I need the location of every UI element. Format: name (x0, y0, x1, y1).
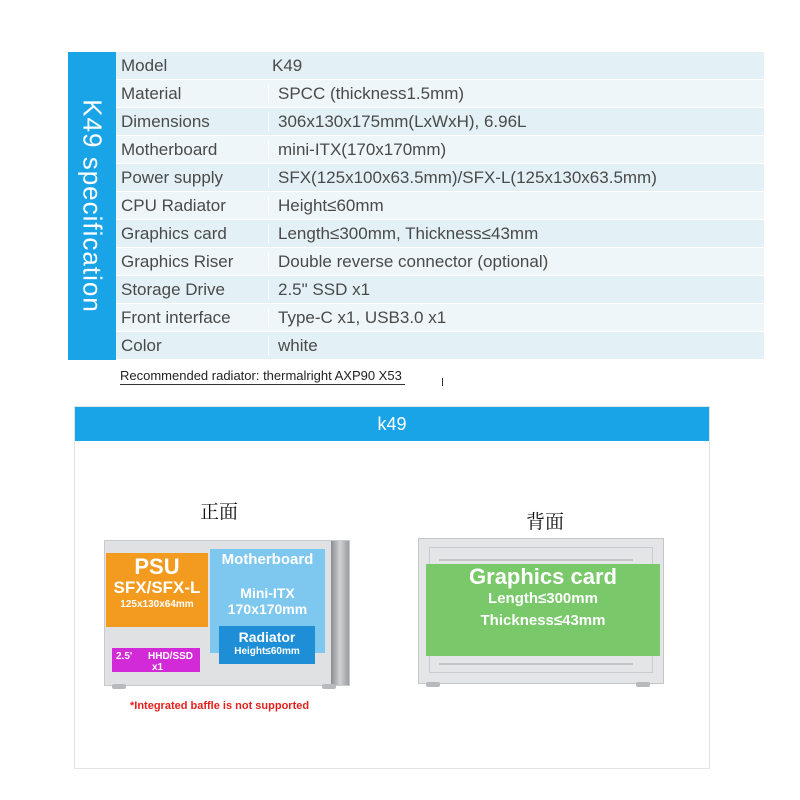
radiator-title: Radiator (238, 629, 296, 645)
spec-key: Power supply (121, 168, 224, 187)
gpu-title: Graphics card (469, 564, 617, 589)
spec-row-motherboard (116, 136, 764, 164)
spec-key: Model (121, 56, 168, 75)
gpu-length: Length≤300mm (488, 590, 598, 607)
spec-divider (268, 252, 269, 271)
front-panel-rail (331, 541, 349, 685)
spec-divider (268, 140, 269, 159)
chassis-foot (322, 684, 336, 689)
panel-title-bar (75, 407, 709, 441)
front-view-label: 正面 (200, 502, 239, 523)
note-underline-tick (442, 378, 443, 386)
spec-value: 306x130x175mm(LxWxH), 6.96L (278, 112, 527, 131)
spec-value: 2.5" SSD x1 (278, 280, 371, 299)
spec-side-banner (68, 52, 116, 360)
spec-key: Material (121, 84, 182, 103)
spec-value: Type-C x1, USB3.0 x1 (278, 308, 447, 327)
spec-divider (268, 224, 269, 243)
spec-key: Dimensions (121, 112, 210, 131)
spec-value: SPCC (thickness1.5mm) (278, 84, 465, 103)
gpu-thickness: Thickness≤43mm (480, 612, 606, 629)
psu-type: SFX/SFX-L (113, 578, 201, 597)
panel-title: k49 (377, 414, 407, 434)
spec-row-color (116, 332, 764, 360)
psu-size: 125x130x64mm (120, 599, 194, 610)
spec-divider (268, 336, 269, 355)
chassis-slot (439, 663, 633, 665)
spec-value: SFX(125x100x63.5mm)/SFX-L(125x130x63.5mm) (278, 168, 657, 187)
spec-value: Length≤300mm, Thickness≤43mm (278, 224, 539, 243)
spec-divider (268, 308, 269, 327)
spec-divider (268, 168, 269, 187)
spec-row-material (116, 80, 764, 108)
spec-row-dimensions (116, 108, 764, 136)
spec-value: Double reverse connector (optional) (278, 252, 549, 271)
spec-key: Graphics card (121, 224, 227, 243)
spec-divider (268, 84, 269, 103)
storage-size: 2.5' (116, 651, 133, 662)
radiator-limit: Height≤60mm (234, 646, 300, 657)
back-view-label: 背面 (526, 512, 565, 533)
storage-type: HHD/SSD (148, 651, 194, 662)
spec-row-storage-drive (116, 276, 764, 304)
motherboard-form: Mini-ITX (240, 585, 295, 601)
storage-count: x1 (152, 662, 164, 673)
spec-value: K49 (272, 56, 303, 75)
graphics-card-zone (426, 564, 660, 656)
spec-row-front-interface (116, 304, 764, 332)
spec-value: Height≤60mm (278, 196, 384, 215)
spec-row-graphics-riser (116, 248, 764, 276)
spec-row-model (116, 52, 764, 80)
spec-key: Storage Drive (121, 280, 225, 299)
spec-row-cpu-radiator (116, 192, 764, 220)
baffle-warning: *Integrated baffle is not supported (130, 700, 310, 712)
spec-rows (116, 52, 764, 360)
chassis-foot (112, 684, 126, 689)
spec-key: Motherboard (121, 140, 218, 159)
chassis-foot (426, 682, 440, 687)
spec-divider (268, 112, 269, 131)
spec-key: Graphics Riser (121, 252, 234, 271)
spec-value: mini-ITX(170x170mm) (278, 140, 447, 159)
spec-key: CPU Radiator (121, 196, 226, 215)
psu-zone (106, 553, 208, 627)
storage-zone (112, 648, 200, 672)
spec-row-graphics-card (116, 220, 764, 248)
spec-value: white (278, 336, 318, 355)
spec-side-title: K49 specification (77, 99, 108, 313)
radiator-zone (219, 626, 315, 664)
spec-table (68, 52, 764, 360)
spec-divider (268, 280, 269, 299)
chassis-foot (636, 682, 650, 687)
spec-key: Front interface (121, 308, 231, 327)
spec-key: Color (121, 336, 162, 355)
motherboard-title: Motherboard (221, 551, 314, 568)
psu-title: PSU (134, 554, 180, 579)
spec-divider (268, 196, 269, 215)
chassis-slot (439, 559, 633, 561)
motherboard-size: 170x170mm (227, 601, 308, 617)
recommended-radiator-note: Recommended radiator: thermalright AXP90 X53 (120, 368, 405, 385)
spec-row-power-supply (116, 164, 764, 192)
